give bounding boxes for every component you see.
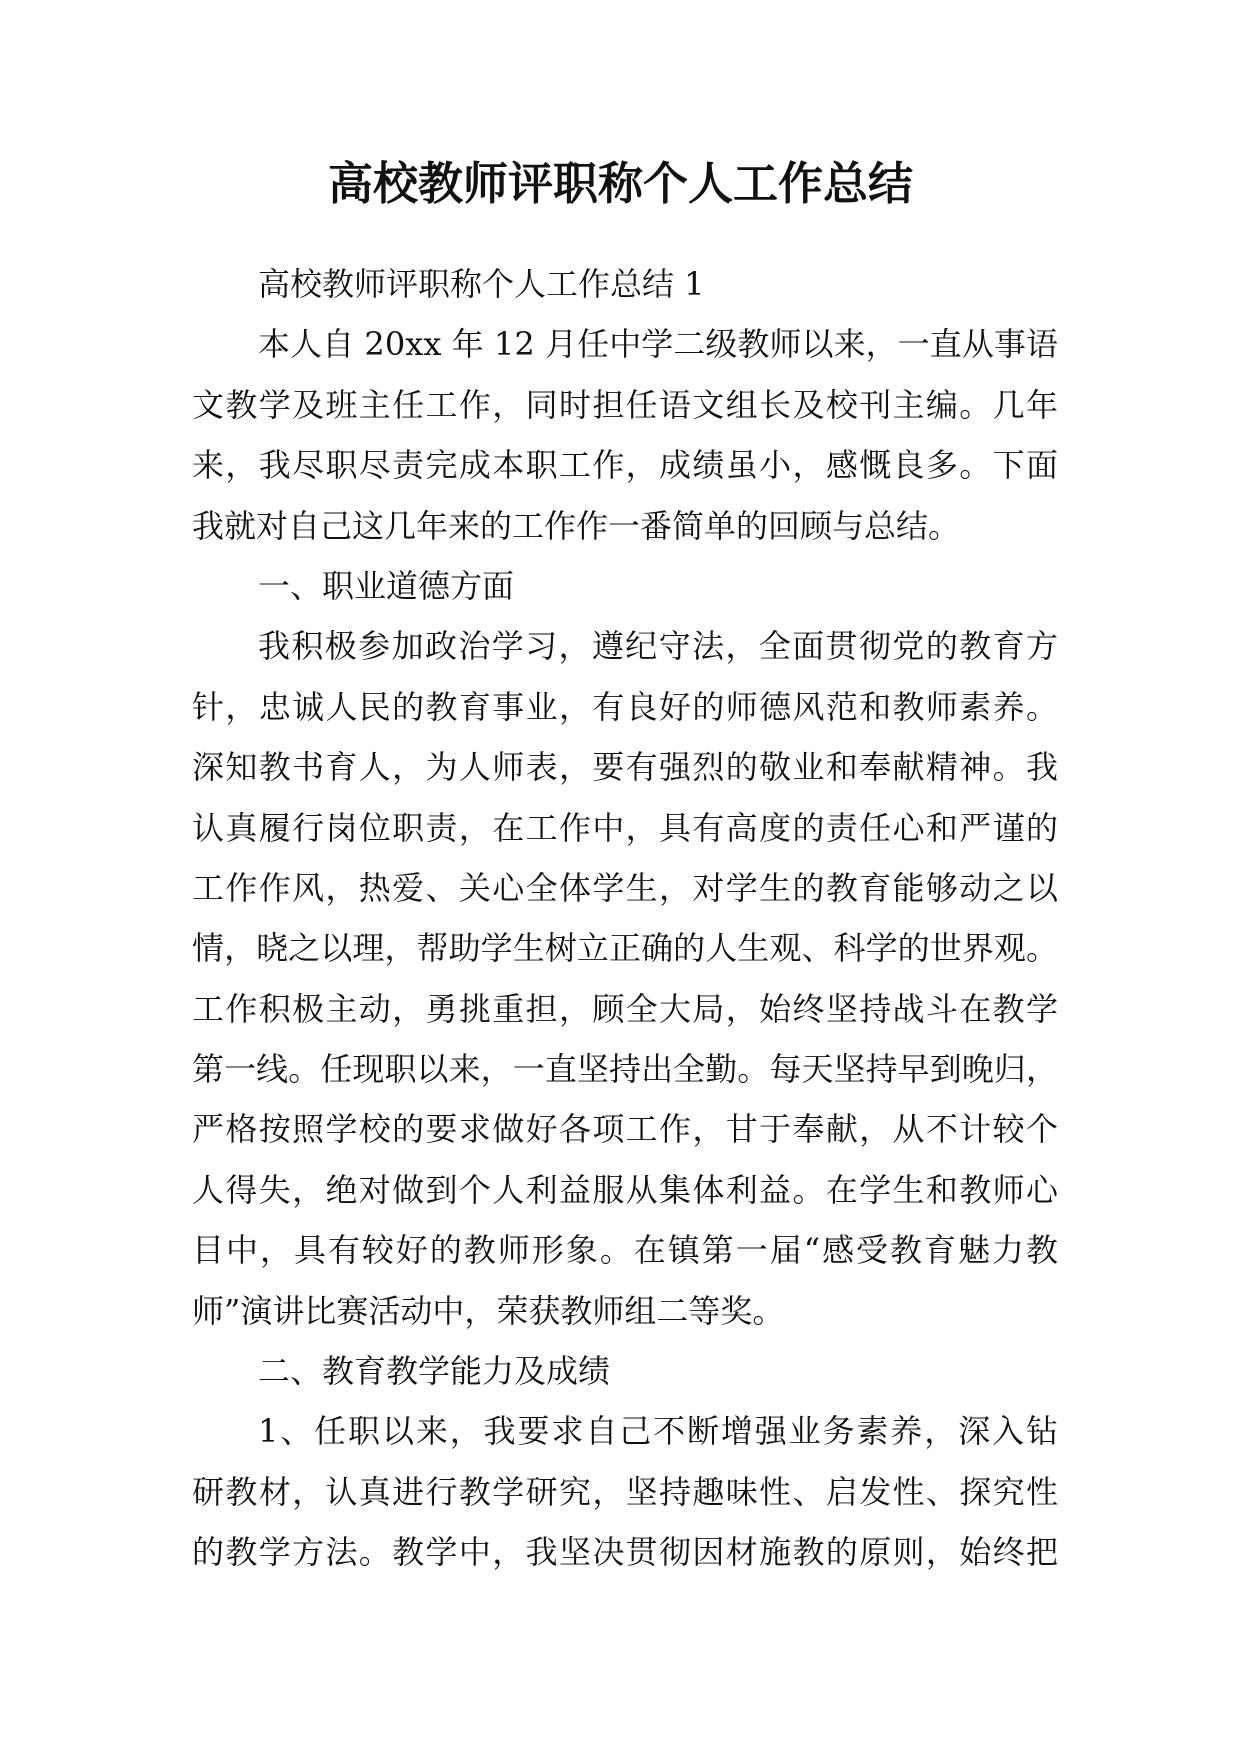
paragraph-line: 文教学及班主任工作，同时担任语文组长及校刊主编。几年 <box>192 385 1060 424</box>
paragraph-line: 针，忠诚人民的教育事业，有良好的师德风范和教师素养。 <box>192 687 1060 726</box>
paragraph-line: 目中，具有较好的教师形象。在镇第一届“感受教育魅力教 <box>192 1231 1060 1270</box>
paragraph-line: 研教材，认真进行教学研究，坚持趣味性、启发性、探究性 <box>192 1472 1060 1511</box>
paragraph-line: 我积极参加政治学习，遵纪守法，全面贯彻党的教育方 <box>258 627 1060 666</box>
paragraph-line: 的教学方法。教学中，我坚决贯彻因材施教的原则，始终把 <box>192 1533 1060 1572</box>
section-heading: 一、职业道德方面 <box>258 566 515 605</box>
paragraph-line: 工作作风，热爱、关心全体学生，对学生的教育能够动之以 <box>192 868 1060 907</box>
paragraph-line: 认真履行岗位职责，在工作中，具有高度的责任心和严谨的 <box>192 808 1060 847</box>
paragraph-line: 严格按照学校的要求做好各项工作，甘于奉献，从不计较个 <box>192 1110 1060 1149</box>
paragraph-line: 本人自 20xx 年 12 月任中学二级教师以来，一直从事语 <box>258 325 1059 364</box>
document-title: 高校教师评职称个人工作总结 <box>327 157 913 210</box>
paragraph-line: 来，我尽职尽责完成本职工作，成绩虽小，感慨良多。下面 <box>192 446 1060 485</box>
paragraph-line: 深知教书育人，为人师表，要有强烈的敬业和奉献精神。我 <box>192 748 1060 787</box>
paragraph-line: 师”演讲比赛活动中，荣获教师组二等奖。 <box>192 1291 785 1330</box>
paragraph-line: 我就对自己这几年来的工作作一番简单的回顾与总结。 <box>192 506 961 545</box>
paragraph-line: 人得失，绝对做到个人利益服从集体利益。在学生和教师心 <box>192 1170 1060 1209</box>
document-body <box>192 254 1058 1583</box>
paragraph-line: 工作积极主动，勇挑重担，顾全大局，始终坚持战斗在教学 <box>192 989 1060 1028</box>
section-heading: 二、教育教学能力及成绩 <box>258 1352 611 1391</box>
paragraph-line: 第一线。任现职以来，一直坚持出全勤。每天坚持早到晚归， <box>192 1050 1059 1089</box>
document-subtitle: 高校教师评职称个人工作总结 1 <box>258 265 705 303</box>
paragraph-line: 情，晓之以理，帮助学生树立正确的人生观、科学的世界观。 <box>192 929 1059 968</box>
paragraph-line: 1、任职以来，我要求自己不断增强业务素养，深入钻 <box>258 1412 1060 1451</box>
